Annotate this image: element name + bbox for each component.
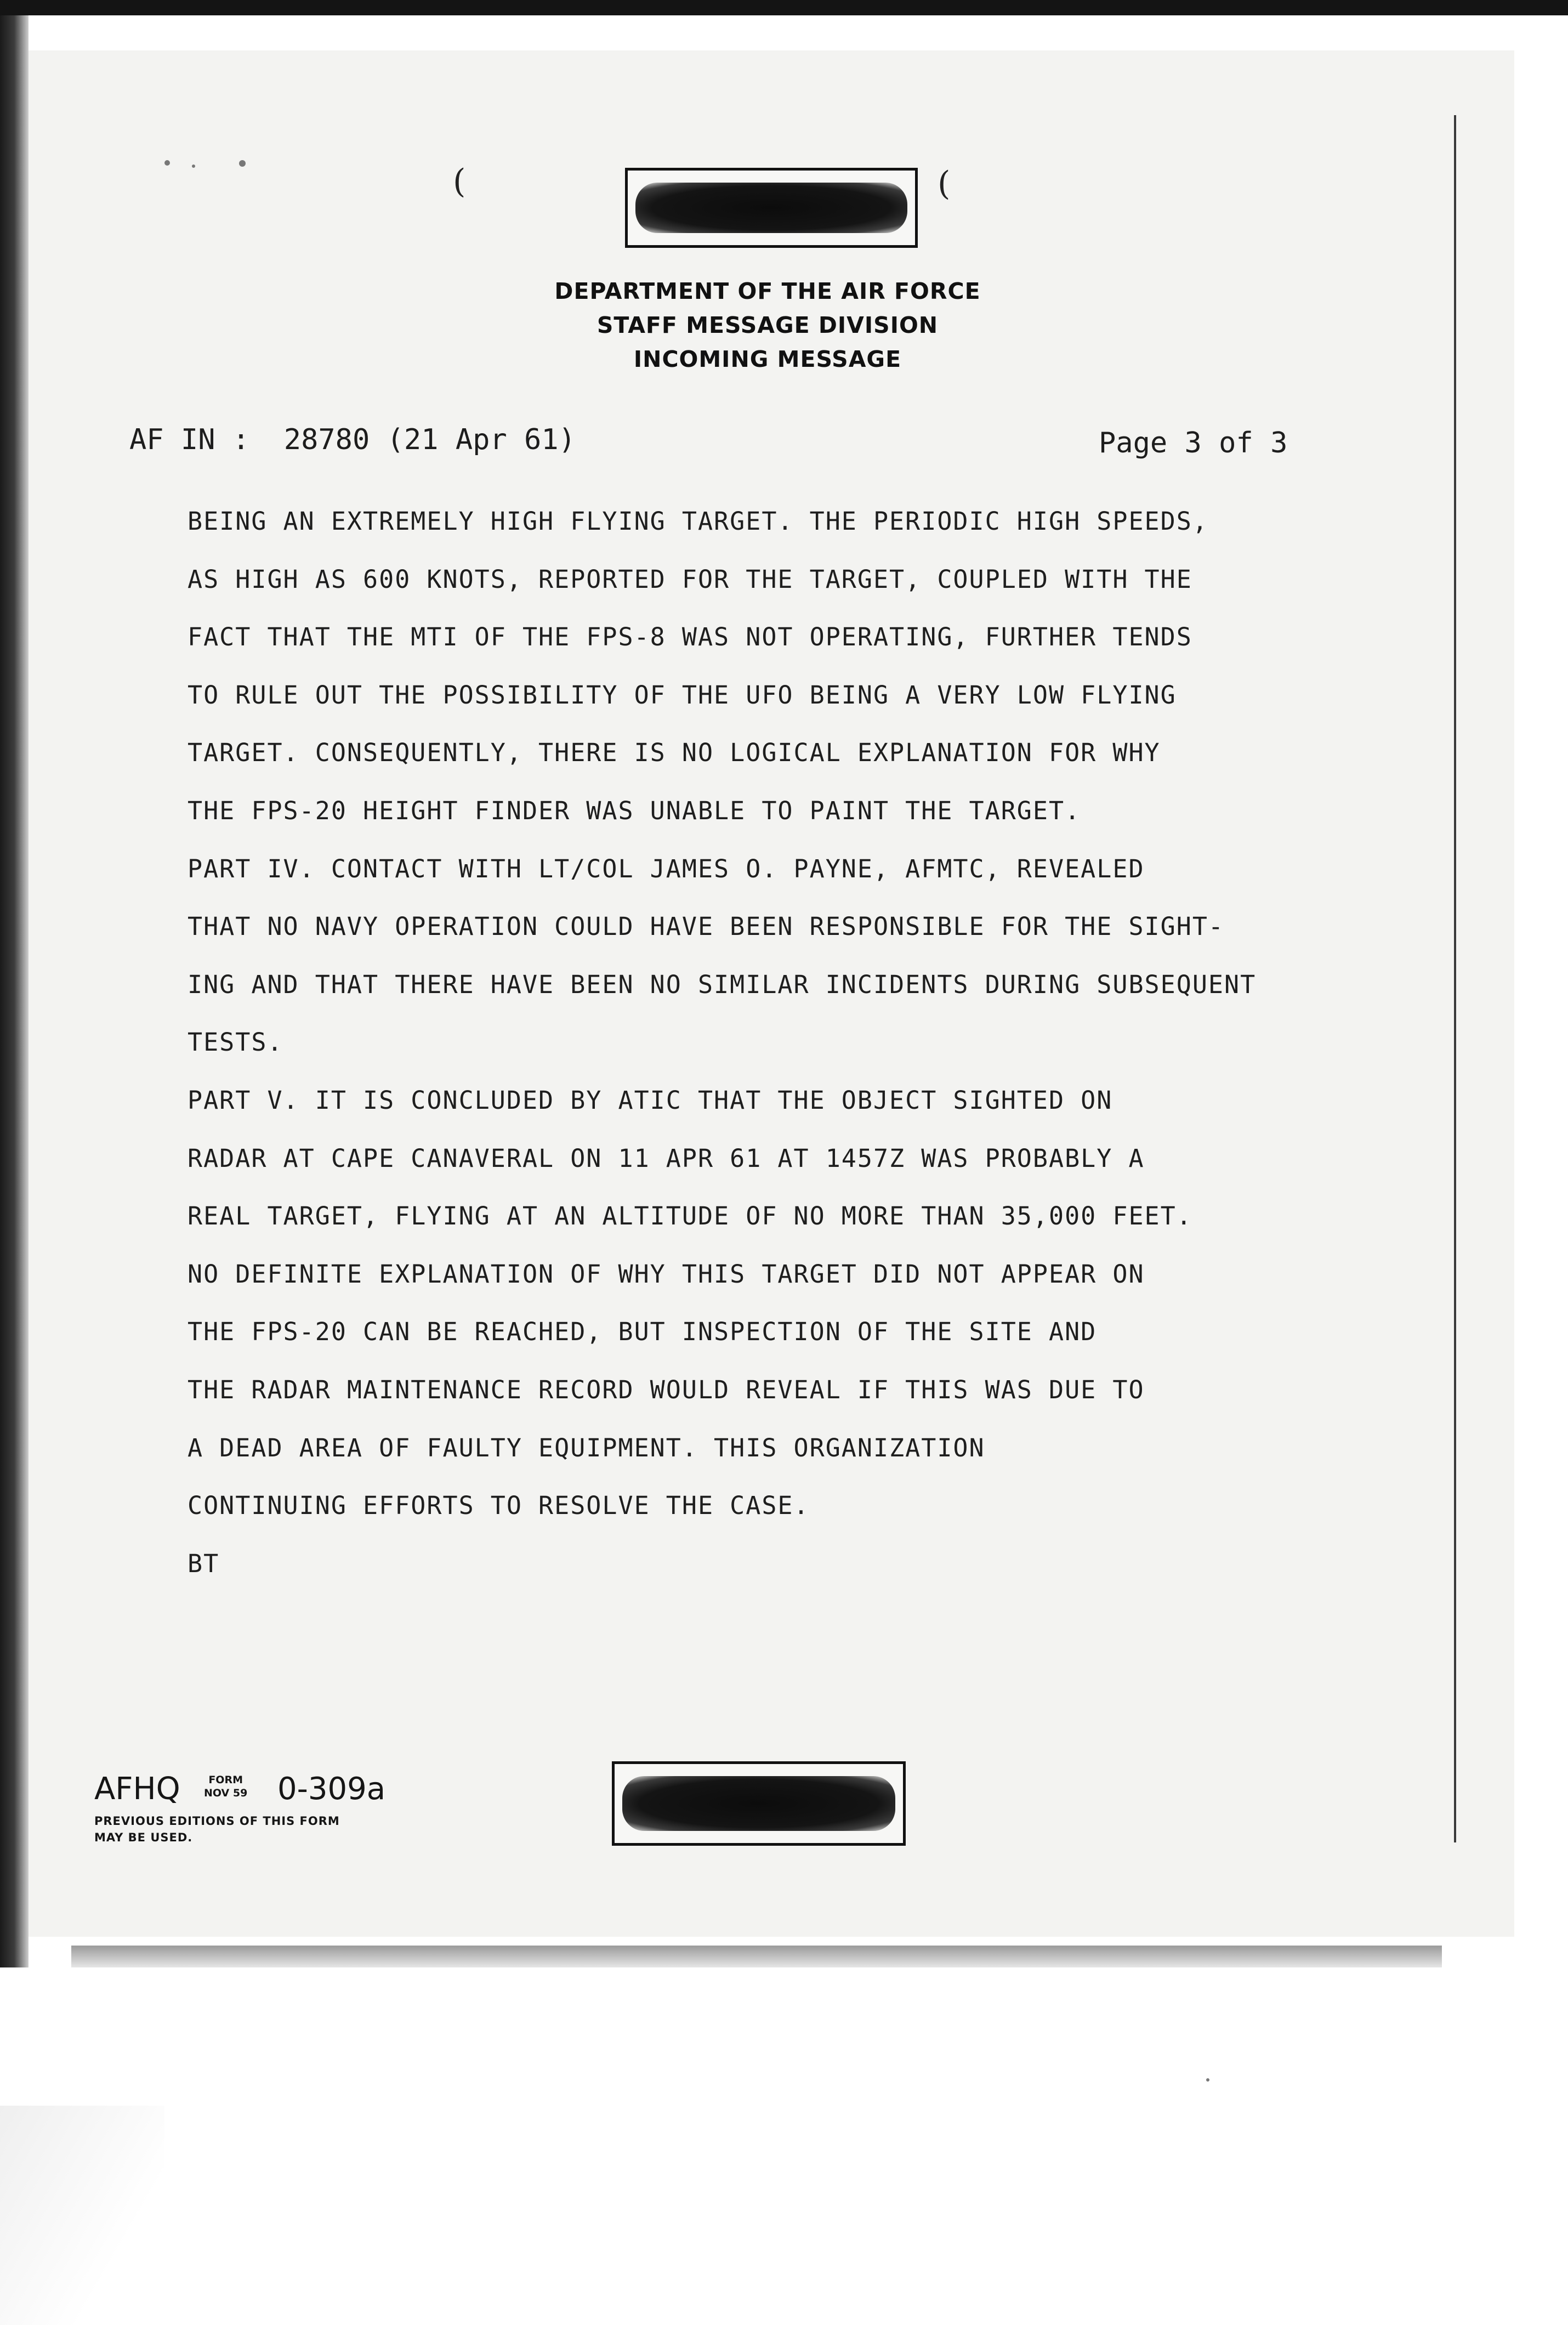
body-line: THAT NO NAVY OPERATION COULD HAVE BEEN RESPONSIBLE FOR THE SIGHT-: [188, 912, 1224, 942]
form-note: [94, 1813, 340, 1846]
body-line: TESTS.: [188, 1028, 283, 1057]
body-line: A DEAD AREA OF FAULTY EQUIPMENT. THIS ORGANIZATION: [188, 1433, 985, 1462]
body-line: FACT THAT THE MTI OF THE FPS-8 WAS NOT OPERATING, FURTHER TENDS: [188, 622, 1192, 652]
form-word: FORM: [208, 1774, 243, 1786]
scan-edge-left: [0, 15, 29, 1967]
form-note-line: MAY BE USED.: [94, 1831, 193, 1844]
redacted-classification-stamp: [625, 168, 918, 248]
form-number: 0-309a: [277, 1771, 386, 1807]
body-line: BEING AN EXTREMELY HIGH FLYING TARGET. THE PERIODIC HIGH SPEEDS,: [188, 507, 1208, 536]
division-title: STAFF MESSAGE DIVISION: [596, 312, 939, 338]
body-line: AS HIGH AS 600 KNOTS, REPORTED FOR THE TARGET, COUPLED WITH THE: [188, 564, 1192, 594]
form-note-line: PREVIOUS EDITIONS OF THIS FORM: [94, 1814, 340, 1828]
dust-speck: [192, 165, 195, 168]
message-type-title: INCOMING MESSAGE: [633, 346, 902, 372]
dust-speck: [164, 160, 170, 166]
body-line: THE FPS-20 CAN BE REACHED, BUT INSPECTION OF THE SITE AND: [188, 1317, 1097, 1347]
dust-speck: [239, 160, 246, 167]
paren-mark-left: (: [453, 162, 466, 201]
body-line: RADAR AT CAPE CANAVERAL ON 11 APR 61 AT 1457Z WAS PROBABLY A: [188, 1143, 1145, 1173]
redacted-classification-stamp-bottom: [612, 1761, 906, 1846]
body-line: TARGET. CONSEQUENTLY, THERE IS NO LOGICAL EXPLANATION FOR WHY: [188, 738, 1161, 768]
paren-mark-right: (: [938, 165, 951, 203]
message-body: [188, 492, 1443, 1592]
form-date-block: [204, 1773, 247, 1800]
scan-edge-top: [0, 0, 1568, 15]
form-date: NOV 59: [204, 1787, 248, 1799]
body-line: CONTINUING EFFORTS TO RESOLVE THE CASE.: [188, 1491, 810, 1521]
message-identifier: AF IN : 28780 (21 Apr 61): [129, 423, 576, 456]
body-line: ING AND THAT THERE HAVE BEEN NO SIMILAR INCIDENTS DURING SUBSEQUENT: [188, 969, 1257, 999]
body-line: TO RULE OUT THE POSSIBILITY OF THE UFO BEING A VERY LOW FLYING: [188, 680, 1177, 710]
dust-speck: [1206, 2078, 1209, 2082]
body-line: NO DEFINITE EXPLANATION OF WHY THIS TARGET DID NOT APPEAR ON: [188, 1259, 1145, 1289]
redaction-ink: [622, 1776, 895, 1831]
body-line: BT: [188, 1549, 220, 1578]
body-line: PART V. IT IS CONCLUDED BY ATIC THAT THE OBJECT SIGHTED ON: [188, 1085, 1113, 1115]
page-margin-line: [1454, 115, 1456, 1842]
page-shadow: [71, 1946, 1442, 1967]
body-line: REAL TARGET, FLYING AT AN ALTITUDE OF NO MORE THAN 35,000 FEET.: [188, 1201, 1192, 1231]
document-header: [493, 274, 1042, 376]
body-line: THE RADAR MAINTENANCE RECORD WOULD REVEAL IF THIS WAS DUE TO: [188, 1375, 1145, 1404]
body-line: THE FPS-20 HEIGHT FINDER WAS UNABLE TO PAINT THE TARGET.: [188, 796, 1081, 825]
form-org: AFHQ: [94, 1771, 180, 1807]
page-indicator: Page 3 of 3: [1099, 427, 1288, 460]
body-line: PART IV. CONTACT WITH LT/COL JAMES O. PAYNE, AFMTC, REVEALED: [188, 854, 1145, 883]
background-scuff: [0, 2106, 164, 2325]
department-title: DEPARTMENT OF THE AIR FORCE: [554, 278, 981, 304]
redaction-ink: [635, 183, 907, 233]
